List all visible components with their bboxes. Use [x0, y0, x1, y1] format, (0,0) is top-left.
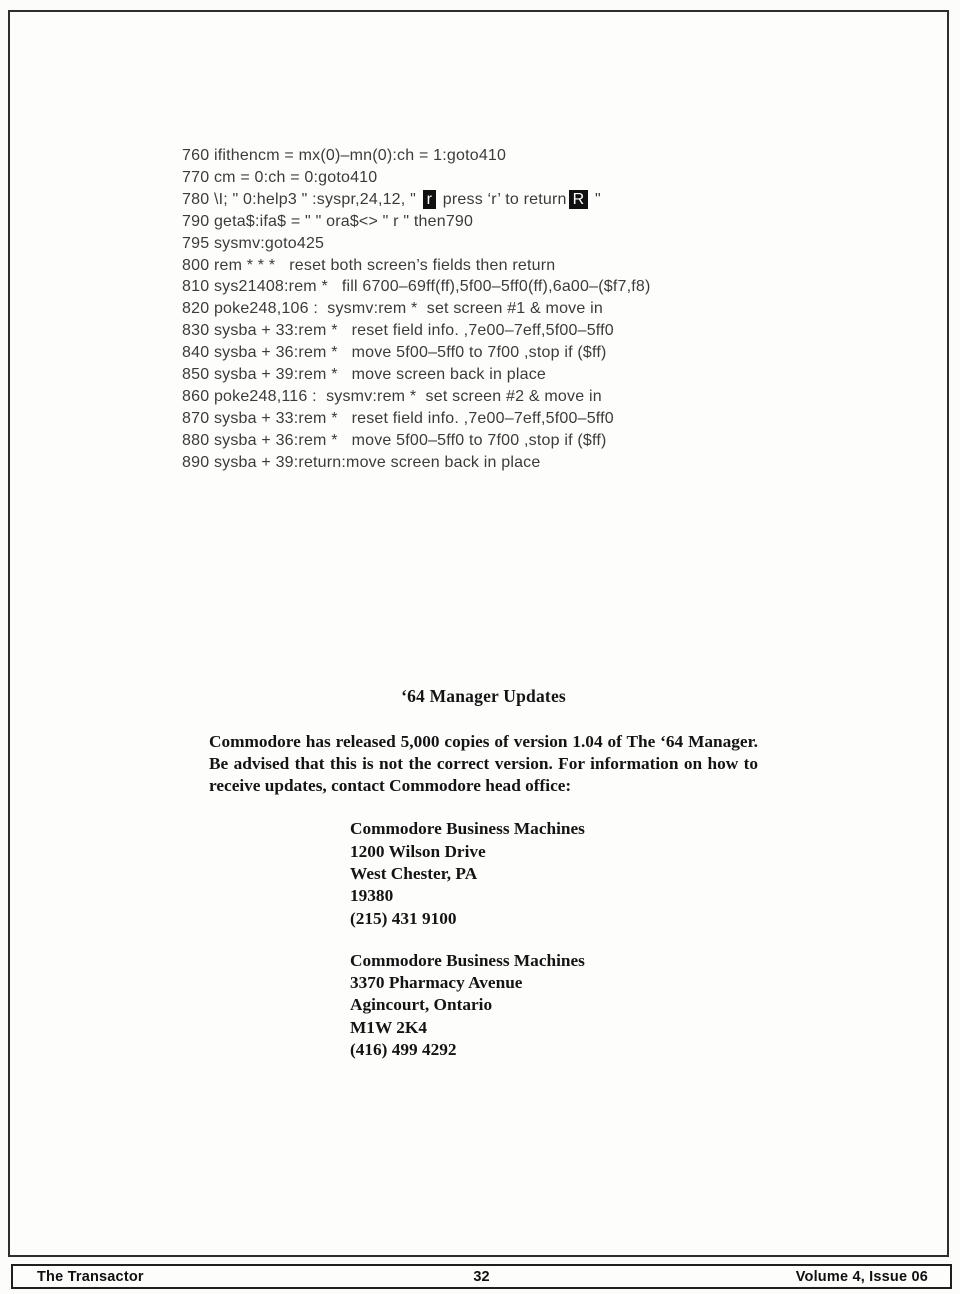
- code-line-890: 890 sysba + 39:return:move screen back in place: [182, 453, 541, 471]
- inverse-video-lower-r: r: [423, 190, 437, 209]
- code-line-870: 870 sysba + 33:rem * reset field info. ,7e00–7eff,5f00–5ff0: [182, 409, 614, 427]
- article-title: ‘64 Manager Updates: [401, 686, 566, 706]
- address-zip: 19380: [350, 886, 394, 906]
- code-line-830: 830 sysba + 33:rem * reset field info. ,7e00–7eff,5f00–5ff0: [182, 322, 614, 340]
- address-block-us: [350, 818, 758, 929]
- address-street: 1200 Wilson Drive: [350, 841, 486, 861]
- code-line-760: 760 ifithencm = mx(0)–mn(0):ch = 1:goto410: [182, 147, 507, 164]
- page-border: [8, 10, 949, 1257]
- code-line-780-pre: 780 \I; " 0:help3 " :syspr,24,12, ": [182, 190, 421, 208]
- address-company: Commodore Business Machines: [350, 819, 585, 839]
- inverse-video-upper-r: R: [569, 190, 589, 209]
- code-line-770: 770 cm = 0:ch = 0:goto410: [182, 168, 378, 186]
- code-line-850: 850 sysba + 39:rem * move screen back in place: [182, 366, 547, 384]
- address-street: 3370 Pharmacy Avenue: [350, 973, 523, 993]
- code-line-820: 820 poke248,106 : sysmv:rem * set screen #1 & move in: [182, 300, 603, 318]
- footer-page-number: 32: [473, 1268, 490, 1285]
- basic-code-listing: [182, 145, 651, 474]
- footer-publication-name: The Transactor: [37, 1268, 144, 1285]
- address-city: Agincourt, Ontario: [350, 995, 493, 1015]
- address-postal-code: M1W 2K4: [350, 1017, 427, 1037]
- article-64-manager-updates: [209, 686, 758, 1081]
- code-line-860: 860 poke248,116 : sysmv:rem * set screen #2 & move in: [182, 387, 602, 405]
- code-line-840: 840 sysba + 36:rem * move 5f00–5ff0 to 7f00 ,stop if ($ff): [182, 344, 607, 362]
- code-line-800: 800 rem * * * reset both screen’s fields then return: [182, 256, 556, 274]
- address-city: West Chester, PA: [350, 863, 478, 883]
- address-block-canada: [350, 950, 758, 1061]
- code-line-880: 880 sysba + 36:rem * move 5f00–5ff0 to 7f00 ,stop if ($ff): [182, 431, 607, 449]
- code-line-780-post: ": [590, 190, 601, 208]
- address-phone: (215) 431 9100: [350, 908, 457, 928]
- address-company: Commodore Business Machines: [350, 950, 585, 970]
- code-line-795: 795 sysmv:goto425: [182, 234, 325, 252]
- article-paragraph: Commodore has released 5,000 copies of version 1.04 of The ‘64 Manager. Be advised that this is not the correct version. For information on how to receive updates, contact Commodore head office:: [209, 732, 758, 795]
- code-line-780-mid: press ‘r’ to return: [438, 190, 567, 208]
- footer-bar: [11, 1264, 952, 1289]
- code-line-810: 810 sys21408:rem * fill 6700–69ff(ff),5f00–5ff0(ff),6a00–($f7,f8): [182, 278, 651, 296]
- footer-issue-label: Volume 4, Issue 06: [795, 1268, 928, 1285]
- address-phone: (416) 499 4292: [350, 1040, 457, 1060]
- code-line-780: [182, 189, 651, 211]
- code-line-790: 790 geta$:ifa$ = " " ora$<> " r " then790: [182, 212, 474, 230]
